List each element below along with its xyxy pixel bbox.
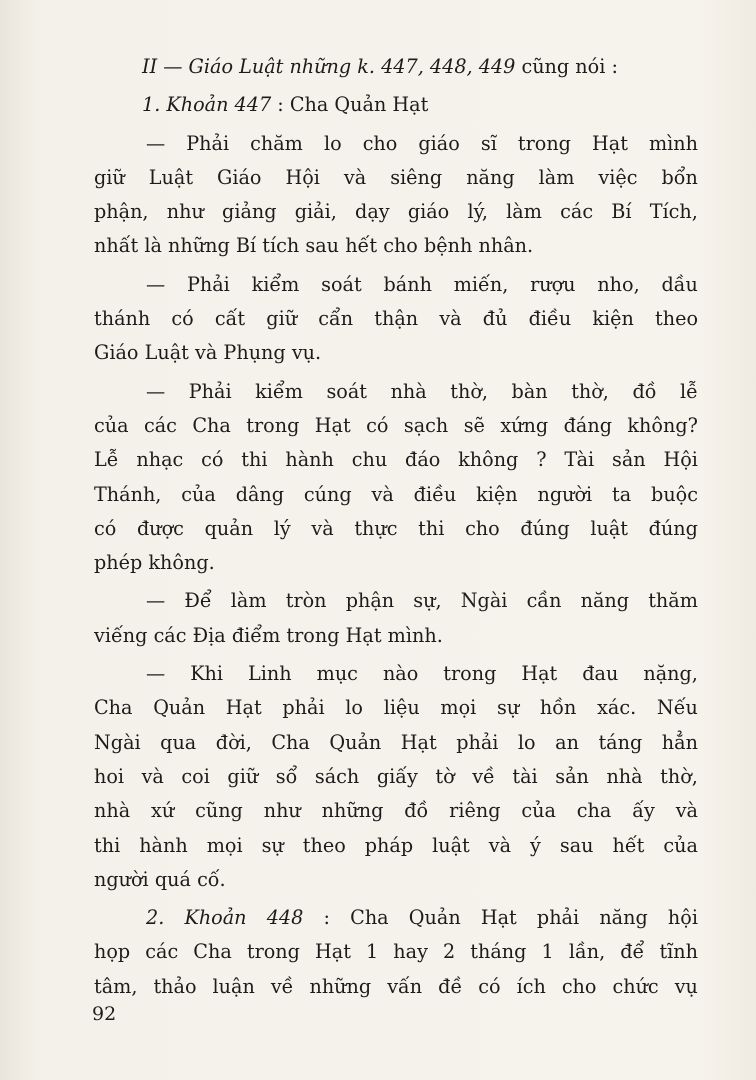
word: Phụng xyxy=(223,341,286,365)
word: các xyxy=(145,940,179,964)
text-line xyxy=(94,512,698,546)
word: kiện xyxy=(476,482,518,506)
word: sau xyxy=(559,833,594,857)
word: sổ xyxy=(275,764,298,788)
word: để xyxy=(620,940,645,964)
word: đời, xyxy=(215,730,252,754)
text-line xyxy=(94,443,698,477)
word: lý, xyxy=(467,200,488,224)
text-line xyxy=(94,829,698,863)
word: theo xyxy=(655,307,698,331)
word: chăm xyxy=(250,131,303,155)
word: sự xyxy=(497,696,520,720)
word: lần, xyxy=(568,940,606,964)
word: luật xyxy=(590,516,628,540)
word: soát xyxy=(326,379,368,403)
word: mình. xyxy=(387,623,443,647)
word: đáo xyxy=(405,448,441,472)
word: cần xyxy=(526,589,562,613)
word: Lễ xyxy=(94,448,119,472)
word: vụ. xyxy=(291,341,322,365)
word: đúng xyxy=(520,516,570,540)
word: giữ xyxy=(227,764,259,788)
word: Giáo xyxy=(94,341,139,365)
word: ? xyxy=(536,448,547,472)
word: thi xyxy=(94,833,121,857)
word: thờ, xyxy=(450,379,488,403)
word: giáo xyxy=(407,200,450,224)
text-line xyxy=(94,970,698,1004)
word: riêng xyxy=(449,799,501,823)
word: và xyxy=(675,799,698,823)
word: điều xyxy=(528,307,572,331)
word: Cha xyxy=(271,730,310,754)
text-line xyxy=(94,375,698,409)
word: trong xyxy=(246,940,300,964)
word: và xyxy=(343,165,367,189)
word: thờ, xyxy=(660,764,698,788)
word: Hạt xyxy=(315,940,351,964)
word: nhất xyxy=(94,234,139,258)
word: năng xyxy=(599,906,648,930)
word: Bí xyxy=(611,200,632,224)
heading-rest: cũng nói : xyxy=(515,55,618,78)
word: thăm xyxy=(648,589,698,613)
word: phép xyxy=(94,551,143,575)
word: làm xyxy=(538,165,575,189)
text-line xyxy=(94,478,698,512)
word: những xyxy=(309,974,372,998)
word: đề xyxy=(438,974,463,998)
text-line xyxy=(94,691,698,725)
word: của xyxy=(521,799,556,823)
word: giữ xyxy=(94,165,125,189)
word: trong xyxy=(443,662,497,686)
word: những xyxy=(168,234,230,258)
text-line xyxy=(94,584,698,618)
word: dâng xyxy=(235,482,285,506)
word: tài xyxy=(512,764,538,788)
word: những xyxy=(321,799,384,823)
word: hành xyxy=(285,448,334,472)
word: nhà xyxy=(94,799,131,823)
word: bàn xyxy=(511,379,548,403)
word: nhạc xyxy=(136,448,184,472)
word: hết xyxy=(612,833,645,857)
word: thi xyxy=(241,448,268,472)
word: họp xyxy=(94,940,131,964)
word: vấn xyxy=(387,974,423,998)
word: làm xyxy=(230,589,267,613)
text-line xyxy=(94,88,698,122)
word: lo xyxy=(345,696,363,720)
word: có xyxy=(478,974,501,998)
word: bổn xyxy=(661,165,698,189)
text-line xyxy=(94,935,698,969)
word: người xyxy=(537,482,593,506)
word: giấy xyxy=(376,764,418,788)
word: xứng xyxy=(500,413,549,437)
word: về xyxy=(270,974,294,998)
word: ý xyxy=(530,833,541,857)
text-line xyxy=(94,50,698,84)
word: bệnh xyxy=(424,234,473,258)
word: sản xyxy=(555,764,589,788)
word: cũng xyxy=(195,799,243,823)
word: ấy xyxy=(632,799,655,823)
word: quản xyxy=(204,516,254,540)
word: 2 xyxy=(443,940,456,964)
word: Linh xyxy=(248,662,292,686)
word: Khi xyxy=(190,662,224,686)
text-line xyxy=(94,336,698,370)
word: hành xyxy=(139,833,188,857)
word: giảng xyxy=(222,200,277,224)
word: — xyxy=(146,379,166,403)
word: có xyxy=(366,413,389,437)
word: phận, xyxy=(94,200,149,224)
word: dầu xyxy=(661,272,698,296)
word: làm xyxy=(506,200,542,224)
word: tròn xyxy=(285,589,327,613)
word: đồ xyxy=(632,379,657,403)
word: theo xyxy=(302,833,346,857)
word: Phải xyxy=(186,272,230,296)
word: Hạt xyxy=(480,906,517,930)
word: Hạt xyxy=(521,662,558,686)
word: cẩn xyxy=(318,307,354,331)
word: Để xyxy=(184,589,212,613)
word: người xyxy=(94,867,149,891)
text-line xyxy=(94,863,698,897)
page-number: 92 xyxy=(92,1003,117,1025)
word: Thánh, xyxy=(94,482,162,506)
word: cố. xyxy=(197,867,226,891)
text-line xyxy=(94,794,698,828)
word: quá xyxy=(154,867,191,891)
word: giáo xyxy=(418,131,460,155)
word: vụ xyxy=(674,974,698,998)
word: sự xyxy=(261,833,284,857)
text-line xyxy=(94,619,698,653)
word: sự, xyxy=(413,589,442,613)
word: hết xyxy=(345,234,378,258)
word: về xyxy=(472,764,495,788)
word: và xyxy=(311,516,334,540)
word: pháp xyxy=(364,833,414,857)
word: Hạt xyxy=(400,730,437,754)
word: dạy xyxy=(355,200,390,224)
word: thảo xyxy=(153,974,197,998)
word: xứ xyxy=(151,799,175,823)
word: Ngài xyxy=(460,589,508,613)
word: 448 xyxy=(266,906,304,930)
word: thực xyxy=(354,516,398,540)
word: và xyxy=(195,341,218,365)
word: buộc xyxy=(651,482,698,506)
word: cha xyxy=(576,799,612,823)
word: thánh xyxy=(94,307,151,331)
word: phận xyxy=(345,589,395,613)
word: không. xyxy=(148,551,215,575)
word: cúng xyxy=(303,482,352,506)
word: trong xyxy=(246,413,300,437)
word: không? xyxy=(627,413,698,437)
word: là xyxy=(144,234,162,258)
word: Hạt xyxy=(225,696,262,720)
word: Địa xyxy=(192,623,226,647)
word: Quản xyxy=(153,696,206,720)
word: và xyxy=(439,307,462,331)
word: trong xyxy=(517,131,571,155)
word: liệu xyxy=(383,696,420,720)
word: có xyxy=(94,516,117,540)
word: Cha xyxy=(193,940,232,964)
word: Hạt xyxy=(345,623,382,647)
word: Cha xyxy=(94,696,133,720)
word: sẽ xyxy=(463,413,485,437)
word: Cha xyxy=(192,413,231,437)
word: Quản xyxy=(408,906,461,930)
heading-italic: II — Giáo Luật những k. 447, 448, 449 xyxy=(142,55,516,78)
word: Giáo xyxy=(217,165,262,189)
word: điểm xyxy=(231,623,281,647)
word: Quản xyxy=(329,730,382,754)
word: mình xyxy=(648,131,698,155)
word: xác. xyxy=(597,696,637,720)
word: lo xyxy=(517,730,536,754)
word: sạch xyxy=(403,413,449,437)
word: lo xyxy=(323,131,342,155)
word: nhân. xyxy=(478,234,534,258)
text-line xyxy=(94,127,698,161)
text-line xyxy=(94,726,698,760)
word: ích xyxy=(516,974,546,998)
word: Hạt xyxy=(592,131,628,155)
word: Luật xyxy=(144,341,189,365)
word: năng xyxy=(580,589,630,613)
text-line xyxy=(94,302,698,336)
word: nặng, xyxy=(643,662,698,686)
word: không xyxy=(458,448,519,472)
text-line xyxy=(94,760,698,794)
word: sau xyxy=(305,234,340,258)
word: đau xyxy=(582,662,619,686)
word: cất xyxy=(214,307,246,331)
word: và xyxy=(141,764,164,788)
text-line xyxy=(94,195,698,229)
word: mục xyxy=(316,662,358,686)
word: phải xyxy=(536,906,580,930)
word: Khoản xyxy=(184,906,247,930)
word: Tích, xyxy=(649,200,698,224)
word: có xyxy=(171,307,194,331)
word: trong xyxy=(286,623,340,647)
word: qua xyxy=(160,730,197,754)
word: Ngài xyxy=(94,730,141,754)
word: đúng xyxy=(648,516,698,540)
word: chu xyxy=(351,448,388,472)
word: cho xyxy=(362,131,398,155)
word: đủ xyxy=(482,307,508,331)
word: an xyxy=(555,730,579,754)
word: các xyxy=(153,623,187,647)
text-line xyxy=(94,161,698,195)
heading-italic: 1. Khoản 447 xyxy=(142,93,272,117)
word: Phải xyxy=(186,131,230,155)
word: kiểm xyxy=(251,272,300,296)
word: nào xyxy=(382,662,419,686)
word: tích xyxy=(262,234,300,258)
word: Nếu xyxy=(656,696,698,720)
word: Tài xyxy=(564,448,595,472)
word: luật xyxy=(432,833,470,857)
word: Bí xyxy=(235,234,257,258)
word: mọi xyxy=(206,833,243,857)
word: rượu xyxy=(530,272,576,296)
word: viếng xyxy=(94,623,148,647)
word: và xyxy=(371,482,394,506)
text-line xyxy=(94,901,698,935)
word: các xyxy=(143,413,177,437)
word: sản xyxy=(612,448,646,472)
word: coi xyxy=(181,764,210,788)
word: lễ xyxy=(680,379,698,403)
word: như xyxy=(263,799,301,823)
word: tĩnh xyxy=(659,940,698,964)
word: mọi xyxy=(440,696,477,720)
word: Phải xyxy=(188,379,232,403)
word: hay xyxy=(393,940,428,964)
word: soát xyxy=(321,272,362,296)
word: đồ xyxy=(404,799,429,823)
word: : xyxy=(323,906,330,930)
word: tâm, xyxy=(94,974,138,998)
word: hoi xyxy=(94,764,125,788)
word: nhà xyxy=(606,764,643,788)
word: cho xyxy=(561,974,597,998)
word: nhà xyxy=(390,379,427,403)
word: giải, xyxy=(294,200,337,224)
text-line xyxy=(94,229,698,263)
word: thờ, xyxy=(571,379,609,403)
word: nho, xyxy=(597,272,640,296)
word: táng xyxy=(598,730,643,754)
word: việc xyxy=(598,165,638,189)
word: tháng xyxy=(470,940,527,964)
word: của xyxy=(663,833,698,857)
word: thi xyxy=(418,516,445,540)
word: Luật xyxy=(148,165,194,189)
word: chức xyxy=(612,974,659,998)
word: cho xyxy=(383,234,418,258)
word: bánh xyxy=(383,272,432,296)
word: — xyxy=(146,272,166,296)
word: sách xyxy=(314,764,360,788)
word: 1 xyxy=(541,940,554,964)
word: phải xyxy=(456,730,499,754)
word: luận xyxy=(212,974,255,998)
word: hồn xyxy=(539,696,577,720)
word: giữ xyxy=(266,307,298,331)
word: lý xyxy=(273,516,291,540)
word: — xyxy=(146,589,166,613)
word: sĩ xyxy=(480,131,497,155)
word: Cha xyxy=(350,906,389,930)
word: Hạt xyxy=(314,413,351,437)
word: điều xyxy=(413,482,457,506)
word: cho xyxy=(465,516,500,540)
word: 1 xyxy=(365,940,379,964)
word: kiện xyxy=(592,307,634,331)
word: và xyxy=(488,833,512,857)
word: được xyxy=(136,516,184,540)
word: của xyxy=(94,413,129,437)
word: phải xyxy=(282,696,325,720)
text-line xyxy=(94,268,698,302)
word: năng xyxy=(466,165,515,189)
word: của xyxy=(181,482,216,506)
word: siêng xyxy=(390,165,443,189)
word: hẳn xyxy=(661,730,698,754)
heading-rest: : Cha Quản Hạt xyxy=(271,93,429,117)
body-text xyxy=(94,50,698,1004)
word: Hội xyxy=(285,165,320,189)
word: Hội xyxy=(663,448,698,472)
word: thận xyxy=(374,307,419,331)
text-line xyxy=(94,546,698,580)
word: có xyxy=(201,448,224,472)
text-line xyxy=(94,657,698,691)
text-line xyxy=(94,409,698,443)
word: 2. xyxy=(146,906,165,930)
word: hội xyxy=(667,906,698,930)
word: — xyxy=(146,662,166,686)
word: kiểm xyxy=(255,379,303,403)
word: miến, xyxy=(453,272,509,296)
word: ta xyxy=(612,482,632,506)
word: các xyxy=(560,200,594,224)
word: tờ xyxy=(435,764,455,788)
word: — xyxy=(146,131,166,155)
word: như xyxy=(166,200,204,224)
word: đáng xyxy=(563,413,612,437)
